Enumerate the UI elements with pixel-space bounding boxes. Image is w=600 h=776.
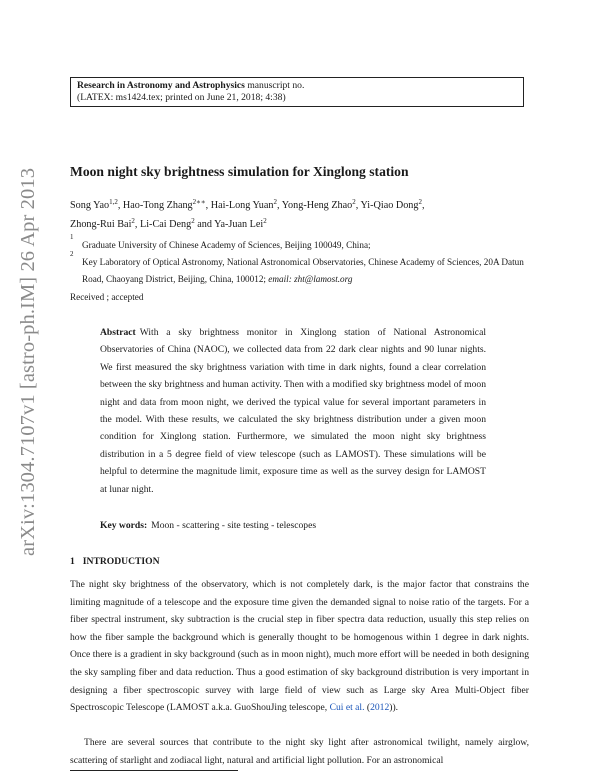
author: Song Yao$^{1,2}$, xyxy=(70,198,123,211)
section-title: INTRODUCTION xyxy=(82,556,160,567)
author: Hao-Tong Zhang$^{2∗∗}$, xyxy=(122,198,211,211)
abstract xyxy=(100,324,486,498)
journal-name: Research in Astronomy and Astrophysics xyxy=(77,80,245,91)
manuscript-note: manuscript no. xyxy=(244,80,305,91)
affiliation-2: 2 Key Laboratory of Optical Astronomy, National Astronomical Observatories, Chinese Academy of Sciences, 20A Datun Road, Chaoyang District, Beijing, China, 100012; email: zht@lamost.org xyxy=(70,250,524,284)
keywords xyxy=(100,520,486,531)
journal-header-box xyxy=(70,77,524,107)
journal-line xyxy=(77,80,517,92)
author: Zhong-Rui Bai$^2$, xyxy=(70,217,140,230)
author-list xyxy=(70,196,530,234)
section-heading xyxy=(70,556,160,567)
citation-year-link[interactable]: 2012 xyxy=(370,702,390,714)
paper-title: Moon night sky brightness simulation for Xinglong station xyxy=(70,164,409,179)
intro-paragraph-2: There are several sources that contribute to the night sky light after astronomical twilight, namely airglow, scattering of starlight and zodiacal light, natural and artificial light pollution. For an astronomical xyxy=(70,737,529,766)
keywords-label: Key words: xyxy=(100,520,148,531)
citation-link[interactable]: Cui et al. xyxy=(329,702,365,714)
abstract-text: With a sky brightness monitor in Xinglong station of National Astronomical Observatories of China (NAOC), we collected data from 22 dark clear nights and 90 lunar nights. We first measured the sky brightness variation with time in dark nights, found a clear correlation between the sky brightness and human activity. Then with a modified sky brightness model of moon night and data from moon night, we derived the typical value for several important parameters in the model. With these results, we calculated the sky brightness distribution under a given moon condition for Xinglong station. Furthermore, we simulated the moon night sky brightness distribution in a 5 degree field of view telescope (such as LAMOST). These simulations will be helpful to determine the magnitude limit, exposure time as well as the survey design for LAMOST at lunar night. xyxy=(100,327,486,495)
keywords-text: Moon - scattering - site testing - telescopes xyxy=(151,520,317,531)
author: Li-Cai Deng$^2$ and xyxy=(140,217,215,230)
section-number: 1 xyxy=(70,556,75,567)
latex-line: (LATEX: ms1424.tex; printed on June 21, 2018; 4:38) xyxy=(77,92,286,103)
author: Hai-Long Yuan$^2$, xyxy=(210,198,282,211)
abstract-label: Abstract xyxy=(100,327,136,338)
affiliation-1: 1 Graduate University of Chinese Academy of Sciences, Beijing 100049, China; xyxy=(70,233,371,250)
intro-paragraph-1: The night sky brightness of the observatory, which is not completely dark, is the major factor that constrains the limiting magnitude of a telescope and the exposure time given the demanded signal to noise ratio of the targets. For a fiber spectral instrument, sky subtraction is the crucial step in fiber spectra data reduction, usually this step relies on how the fiber sample the background which is generally thought to be homogenous within 1 degree in dark nights. Once there is a gradient in sky background (such as in moon night), much more effort will be needed in both designing the sky sampling fiber and data reduction. Thus a good estimation of sky background distribution is very important in designing a fiber spectroscopic survey with large field of view such as Large sky Area Multi-Object fiber Spectroscopic Telescope (LAMOST a.k.a. GuoShouJing telescope, Cui et al. (2012)). xyxy=(70,579,529,714)
arxiv-stamp: arXiv:1304.7107v1 [astro-ph.IM] 26 Apr 2013 xyxy=(17,167,39,556)
received-line: Received ; accepted xyxy=(70,292,144,302)
author: Yi-Qiao Dong$^2$, xyxy=(360,198,425,211)
email-link[interactable]: email: zht@lamost.org xyxy=(268,274,353,284)
footnote-rule xyxy=(70,770,238,771)
author: Ya-Juan Lei$^2$ xyxy=(214,217,267,230)
author: Yong-Heng Zhao$^2$, xyxy=(281,198,361,211)
